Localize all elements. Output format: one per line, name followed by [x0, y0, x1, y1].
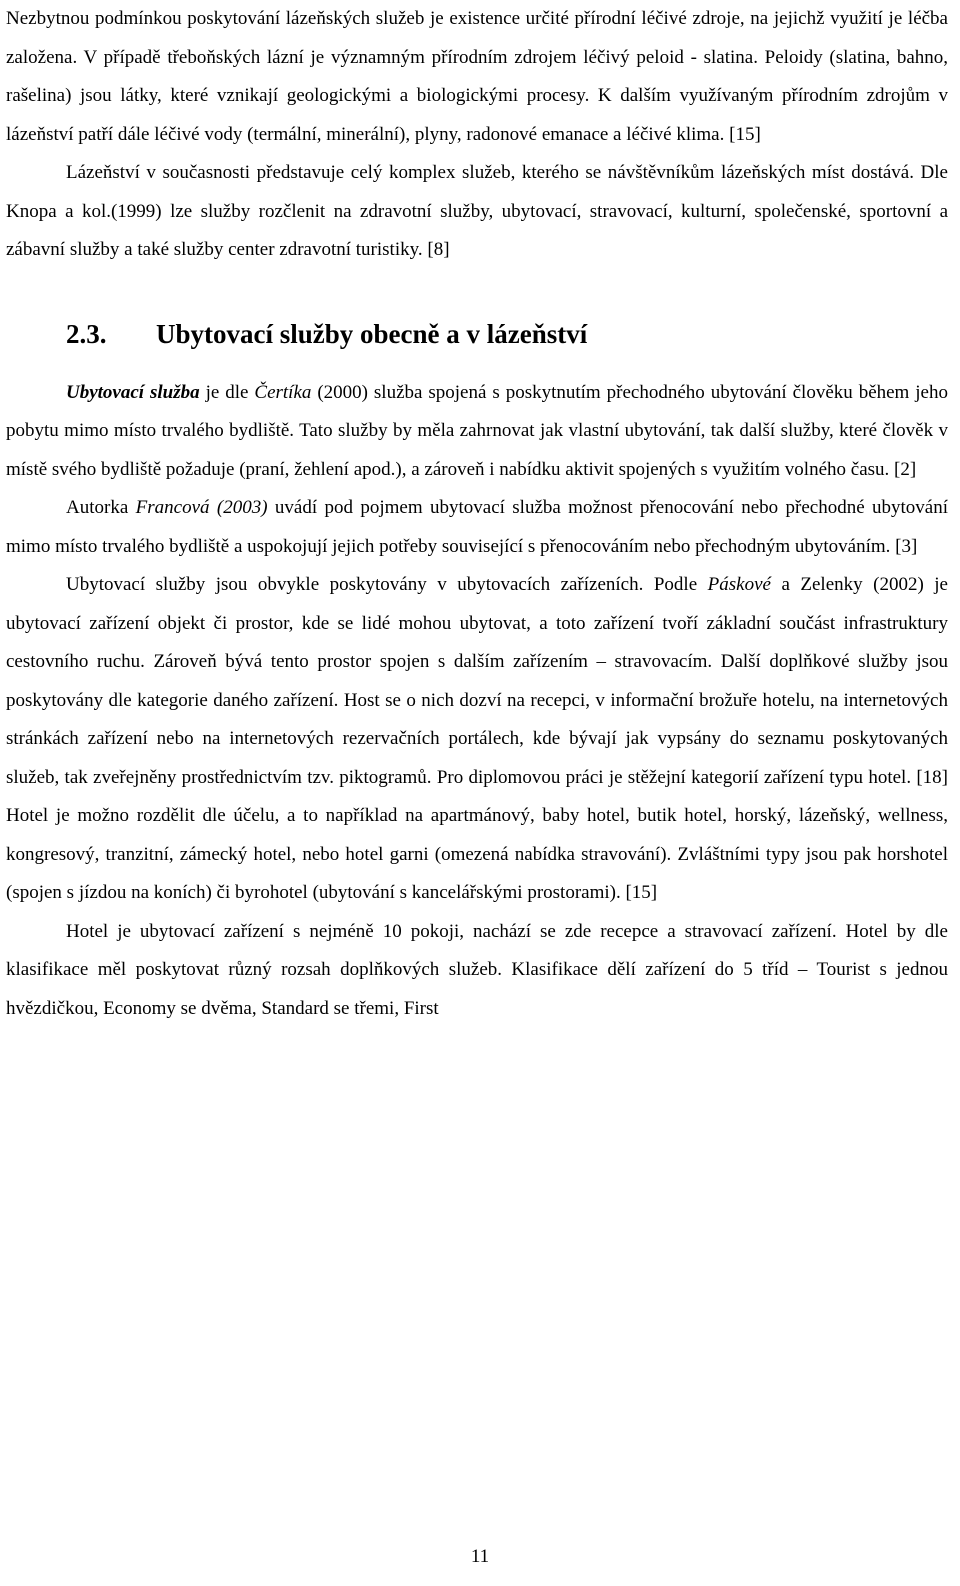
section-heading [6, 314, 948, 354]
paragraph-francova [6, 489, 948, 566]
paragraph-spa-services: Lázeňství v současnosti představuje celý komplex služeb, kterého se návštěvníkům lázeňských míst dostává. Dle Knopa a kol.(1999) lze služby rozčlenit na zdravotní služby, ubytovací, stravovací, kulturní, společenské, sportovní a zábavní služby a také služby center zdravotní turistiky. [8] [6, 162, 948, 260]
page-number: 11 [470, 1546, 490, 1567]
paragraph-accommodation-definition [6, 374, 948, 490]
text-fragment: Autorka [66, 497, 136, 518]
text-fragment: uvádí pod pojmem ubytovací služba možnost přenocování nebo přechodné ubytování mimo místo trvalého bydliště a uspokojují jejich potřeby související s přenocováním nebo přechodným ubytováním. [3] [6, 497, 948, 557]
text-fragment: (2000) služba spojená s poskytnutím přechodného ubytování člověku během jeho pobytu mimo místo trvalého bydliště. Tato služby by měla zahrnovat jak vlastní ubytování, tak další služby, které člověk v místě svého bydliště požaduje (praní, žehlení apod.), a zároveň i nabídku aktivit spojených s využitím volného času. [2] [6, 381, 948, 480]
page-content [6, 0, 948, 1028]
term-ubytovaci-sluzba: Ubytovací služba [66, 381, 200, 403]
section-number: 2.3. [66, 318, 107, 349]
text-fragment: a Zelenky (2002) je ubytovací zařízení objekt či prostor, kde se lidé mohou ubytovat, a toto zařízení tvoří základní součást infrastruktury cestovního ruchu. Zároveň bývá tento prostor spojen s dalším zařízením – stravovacím. Další doplňkové služby jsou poskytovány dle kategorie daného zařízení. Host se o nich dozví na recepci, v informační brožuře hotelu, na internetových stránkách zařízení nebo na internetových rezervačních portálech, kde bývají jak vypsány do seznamu poskytovaných služeb, tak zveřejněny prostřednictvím tzv. piktogramů. Pro diplomovou práci je stěžejní kategorií zařízení typu hotel. [18] Hotel je možno rozdělit dle účelu, a to například na apartmánový, baby hotel, butik hotel, horský, lázeňský, wellness, kongresový, tranzitní, zámecký hotel, nebo hotel garni (omezená nabídka stravování). Zvláštními typy jsou pak horshotel (spojen s jízdou na koních) či byrohotel (ubytování s kancelářskými prostorami). [15] [6, 574, 948, 903]
author-paskova: Páskové [707, 574, 771, 595]
author-francova: Francová (2003) [135, 497, 268, 518]
paragraph-hotel-classification: Hotel je ubytovací zařízení s nejméně 10 pokoji, nachází se zde recepce a stravovací zařízení. Hotel by dle klasifikace měl poskytovat různý rozsah doplňkových služeb. Klasifikace dělí zařízení do 5 tříd – Tourist s jednou hvězdičkou, Economy se dvěma, Standard se třemi, First [6, 920, 948, 1019]
text-fragment: Ubytovací služby jsou obvykle poskytovány v ubytovacích zařízeních. Podle [66, 574, 708, 595]
paragraph-natural-resources: Nezbytnou podmínkou poskytování lázeňských služeb je existence určité přírodní léčivé zdroje, na jejichž využití je léčba založena. V případě třeboňských lázní je významným přírodním zdrojem léčivý peloid - slatina. Peloidy (slatina, bahno, rašelina) jsou látky, které vznikají geologickými a biologickými procesy. K dalším využívaným přírodním zdrojům v lázeňství patří dále léčivé vody (termální, minerální), plyny, radonové emanace a léčivé klima. [15] [6, 8, 948, 145]
text-fragment: je dle [199, 381, 255, 403]
paragraph-accommodation-facilities [6, 566, 948, 913]
author-certik: Čertíka [254, 381, 312, 403]
section-title: Ubytovací služby obecně a v lázeňství [156, 318, 588, 349]
